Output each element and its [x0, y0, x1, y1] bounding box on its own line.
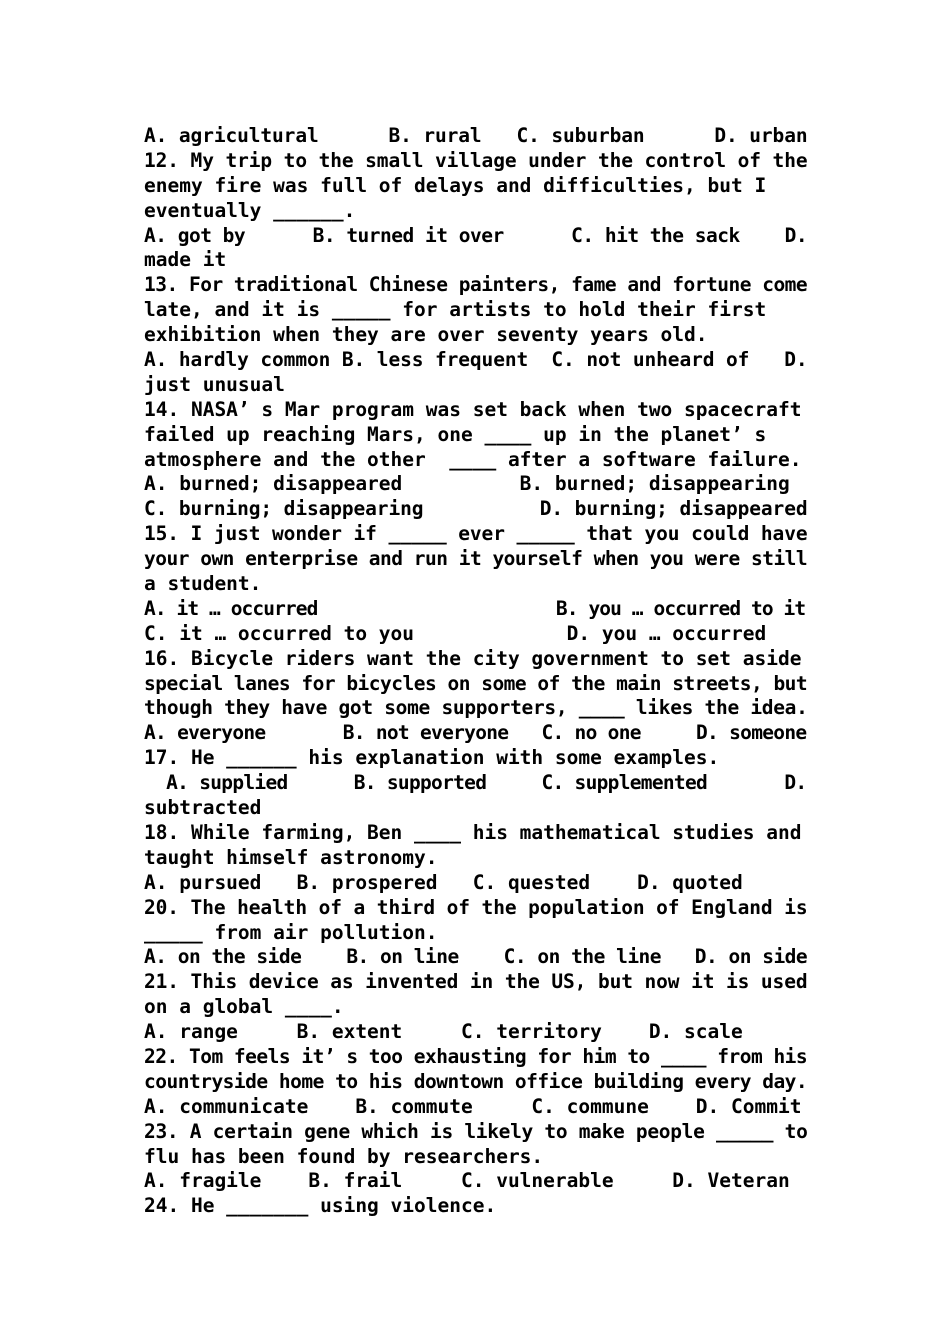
text-line: exhibition when they are over seventy years old.	[144, 323, 708, 347]
text-line: A. everyone B. not everyone C. no one D. someone	[144, 721, 807, 745]
text-line: enemy fire was full of delays and difficulties, but I	[144, 173, 767, 197]
text-line: a student.	[144, 572, 262, 596]
text-line: eventually ______.	[144, 198, 356, 222]
text-line: though they have got some supporters, ____ likes the idea.	[144, 696, 808, 720]
text-line: A. got by B. turned it over C. hit the sack D.	[144, 223, 808, 247]
text-line: _____ from air pollution.	[144, 920, 438, 944]
text-line: A. on the side B. on line C. on the line D. on side	[144, 945, 808, 969]
text-line: on a global ____.	[144, 995, 344, 1019]
text-line: A. agricultural B. rural C. suburban D. urban	[144, 124, 808, 147]
text-line: made it	[144, 248, 227, 272]
text-line: 12. My trip to the small village under the control of the	[144, 148, 808, 172]
text-line: 24. He _______ using violence.	[144, 1194, 497, 1218]
text-line: C. burning; disappearing D. burning; disappeared	[144, 497, 808, 521]
text-line: A. range B. extent C. territory D. scale	[144, 1020, 743, 1044]
text-line: atmosphere and the other ____ after a software failure.	[144, 447, 802, 471]
text-line: late, and it is _____ for artists to hold their first	[144, 298, 767, 322]
text-line: taught himself astronomy.	[144, 845, 438, 869]
text-line: A. supplied B. supported C. supplemented D.	[144, 771, 807, 795]
text-line: A. communicate B. commute C. commune D. Commit	[144, 1094, 802, 1118]
text-line: failed up reaching Mars, one ____ up in the planet’ s	[144, 422, 767, 446]
text-line: 22. Tom feels it’ s too exhausting for him to ____ from his	[144, 1044, 808, 1068]
text-line: special lanes for bicycles on some of the main streets, but	[144, 671, 808, 695]
text-line: A. burned; disappeared B. burned; disappearing	[144, 472, 790, 496]
document-text	[144, 124, 808, 1219]
text-line: A. pursued B. prospered C. quested D. quoted	[144, 870, 743, 894]
text-line: subtracted	[144, 796, 262, 820]
text-line: your own enterprise and run it yourself when you were still	[144, 547, 808, 571]
text-line: 14. NASA’ s Mar program was set back when two spacecraft	[144, 397, 802, 421]
text-line: just unusual	[144, 372, 285, 396]
text-line: 23. A certain gene which is likely to make people _____ to	[144, 1119, 808, 1143]
text-line: 16. Bicycle riders want the city government to set aside	[144, 646, 802, 670]
text-line: 17. He ______ his explanation with some examples.	[144, 746, 720, 770]
text-line: 13. For traditional Chinese painters, fame and fortune come	[144, 273, 808, 297]
text-line: 20. The health of a third of the population of England is	[144, 895, 808, 919]
text-line: countryside home to his downtown office building every day.	[144, 1069, 808, 1093]
text-line: 21. This device as invented in the US, but now it is used	[144, 970, 808, 994]
text-line: A. it … occurred B. you … occurred to it	[144, 596, 806, 620]
text-line: A. fragile B. frail C. vulnerable D. Veteran	[144, 1169, 790, 1193]
text-line: 15. I just wonder if _____ ever _____ that you could have	[144, 522, 808, 546]
text-line: flu has been found by researchers.	[144, 1144, 544, 1168]
text-line: 18. While farming, Ben ____ his mathematical studies and	[144, 820, 802, 844]
text-line: C. it … occurred to you D. you … occurred	[144, 621, 767, 645]
text-line: A. hardly common B. less frequent C. not unheard of D.	[144, 348, 808, 372]
